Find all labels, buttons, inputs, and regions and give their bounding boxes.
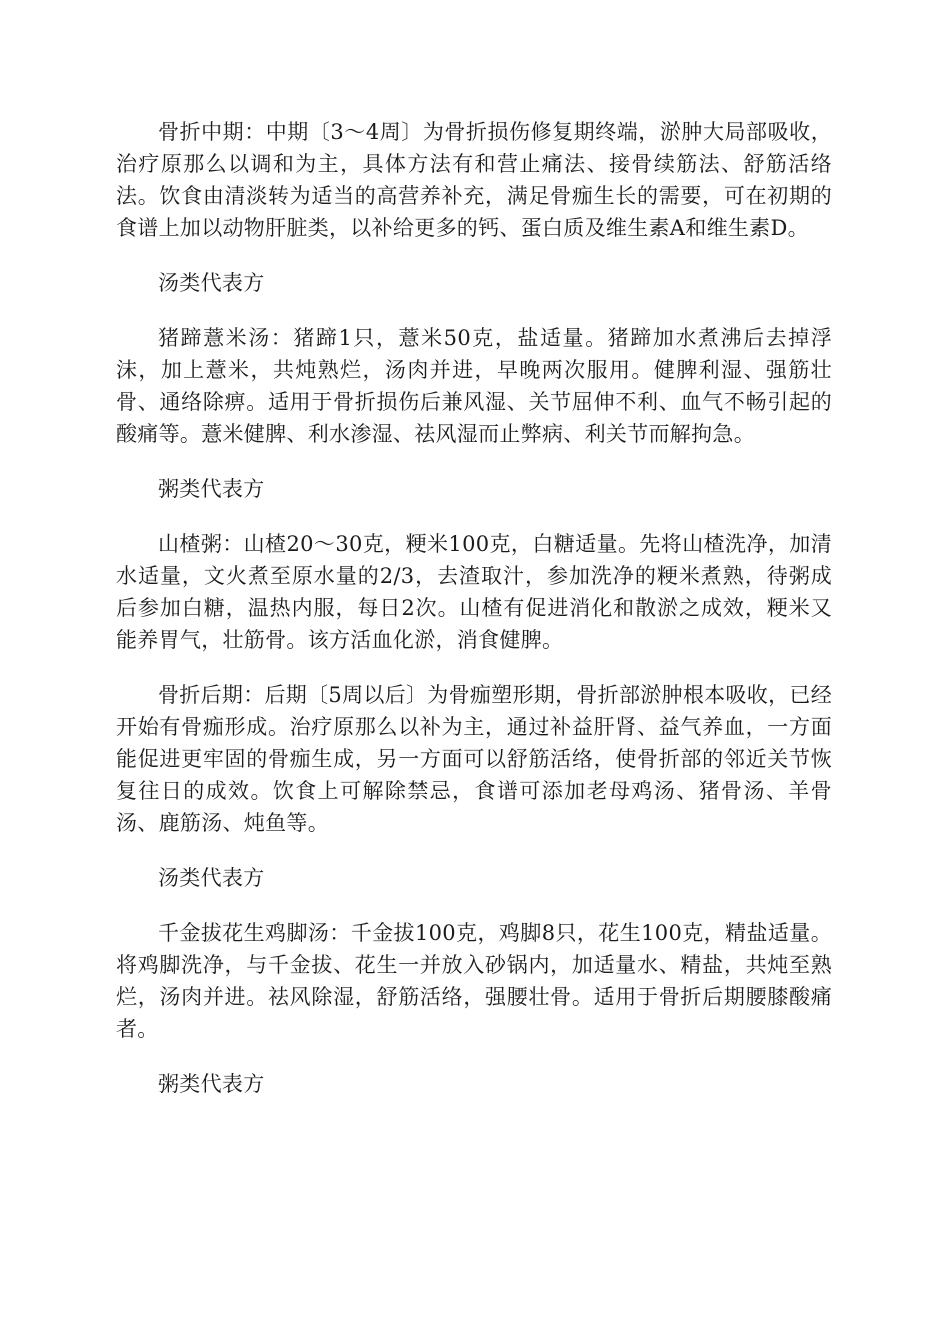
paragraph-pig-trotter-soup: 猪蹄薏米汤：猪蹄1只，薏米50克，盐适量。猪蹄加水煮沸后去掉浮沫，加上薏米，共炖熟烂，汤肉并进，早晚两次服用。健脾利湿、强筋壮骨、通络除痹。适用于骨折损伤后兼风湿、关节屈伸不利、血气不畅引起的酸痛等。薏米健脾、利水渗湿、祛风湿而止弊病、利关节而解拘急。 [116, 326, 832, 446]
paragraph-mid-stage: 骨折中期：中期〔3～4周〕为骨折损伤修复期终端，淤肿大局部吸收，治疗原那么以调和为主，具体方法有和营止痛法、接骨续筋法、舒筋活络法。饮食由清淡转为适当的高营养补充，满足骨痂生长的需要，可在初期的食谱上加以动物肝脏类，以补给更多的钙、蛋白质及维生素A和维生素D。 [116, 120, 832, 240]
section-heading-porridge-1: 粥类代表方 [158, 477, 265, 501]
paragraph-hawthorn-porridge: 山楂粥：山楂20～30克，粳米100克，白糖适量。先将山楂洗净，加清水适量，文火煮至原水量的2/3，去渣取汁，参加洗净的粳米煮熟，待粥成后参加白糖，温热内服，每日2次。山楂有促进消化和散淤之成效，粳米又能养胃气，壮筋骨。该方活血化淤，消食健脾。 [116, 532, 832, 652]
paragraph-chicken-feet-soup: 千金拔花生鸡脚汤：千金拔100克，鸡脚8只，花生100克，精盐适量。将鸡脚洗净，与千金拔、花生一并放入砂锅内，加适量水、精盐，共炖至熟烂，汤肉并进。祛风除湿，舒筋活络，强腰壮骨。适用于骨折后期腰膝酸痛者。 [116, 921, 832, 1041]
document-body [116, 116, 832, 1123]
section-heading-porridge-2: 粥类代表方 [158, 1072, 265, 1096]
paragraph-late-stage: 骨折后期：后期〔5周以后〕为骨痂塑形期，骨折部淤肿根本吸收，已经开始有骨痂形成。治疗原那么以补为主，通过补益肝肾、益气养血，一方面能促进更牢固的骨痂生成，另一方面可以舒筋活络，使骨折部的邻近关节恢复往日的成效。饮食上可解除禁忌，食谱可添加老母鸡汤、猪骨汤、羊骨汤、鹿筋汤、炖鱼等。 [116, 683, 832, 835]
section-heading-soup-2: 汤类代表方 [158, 866, 265, 890]
section-heading-soup-1: 汤类代表方 [158, 271, 265, 295]
